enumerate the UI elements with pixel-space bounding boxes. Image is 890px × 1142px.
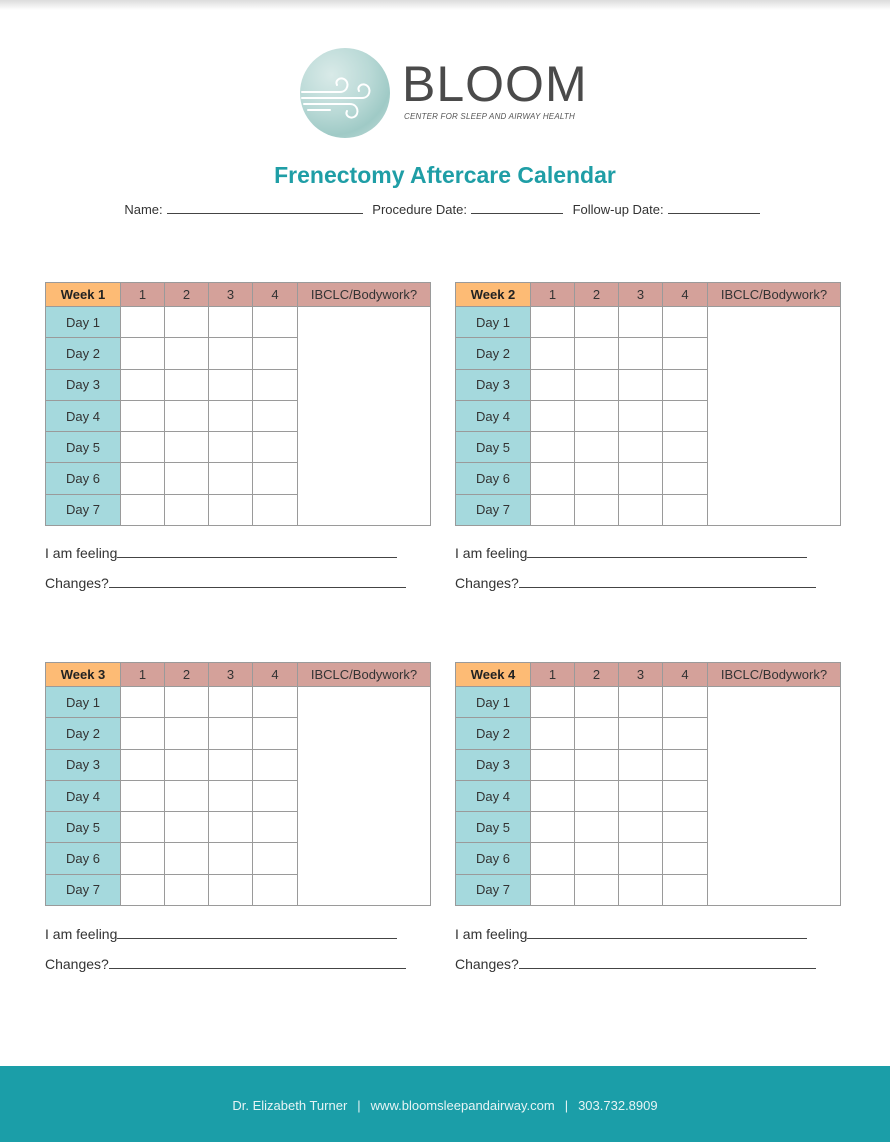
checkbox-cell[interactable] <box>619 494 663 525</box>
checkbox-cell[interactable] <box>253 369 298 400</box>
week-label: Week 3 <box>46 663 121 687</box>
checkbox-cell[interactable] <box>253 307 298 338</box>
checkbox-cell[interactable] <box>165 494 209 525</box>
checkbox-cell[interactable] <box>121 718 165 749</box>
checkbox-cell[interactable] <box>575 463 619 494</box>
checkbox-cell[interactable] <box>663 687 708 718</box>
checkbox-cell[interactable] <box>209 812 253 843</box>
table-row <box>46 687 431 718</box>
day-label: Day 2 <box>46 338 121 369</box>
footer-phone[interactable]: 303.732.8909 <box>578 1098 658 1113</box>
checkbox-cell[interactable] <box>121 687 165 718</box>
footer-doctor: Dr. Elizabeth Turner <box>232 1098 348 1113</box>
checkbox-cell[interactable] <box>165 369 209 400</box>
checkbox-cell[interactable] <box>531 843 575 874</box>
checkbox-cell[interactable] <box>253 494 298 525</box>
checkbox-cell[interactable] <box>121 369 165 400</box>
day-label: Day 5 <box>46 812 121 843</box>
checkbox-cell[interactable] <box>575 400 619 431</box>
day-label: Day 6 <box>456 463 531 494</box>
day-label: Day 7 <box>456 494 531 525</box>
week-label: Week 4 <box>456 663 531 687</box>
column-header-3: 3 <box>619 663 663 687</box>
checkbox-cell[interactable] <box>531 780 575 811</box>
day-label: Day 4 <box>456 780 531 811</box>
checkbox-cell[interactable] <box>253 338 298 369</box>
checkbox-cell[interactable] <box>575 812 619 843</box>
checkbox-cell[interactable] <box>121 843 165 874</box>
week-2-table <box>455 282 841 526</box>
checkbox-cell[interactable] <box>531 812 575 843</box>
checkbox-cell[interactable] <box>575 432 619 463</box>
column-header-4: 4 <box>253 663 298 687</box>
checkbox-cell[interactable] <box>663 338 708 369</box>
checkbox-cell[interactable] <box>253 400 298 431</box>
week-2-notes <box>455 544 816 604</box>
checkbox-cell[interactable] <box>663 874 708 905</box>
day-label: Day 5 <box>456 432 531 463</box>
checkbox-cell[interactable] <box>209 780 253 811</box>
column-header-1: 1 <box>121 663 165 687</box>
checkbox-cell[interactable] <box>663 718 708 749</box>
checkbox-cell[interactable] <box>663 463 708 494</box>
checkbox-cell[interactable] <box>165 718 209 749</box>
checkbox-cell[interactable] <box>619 369 663 400</box>
checkbox-cell[interactable] <box>121 338 165 369</box>
column-header-1: 1 <box>121 283 165 307</box>
feeling-label: I am feeling <box>455 926 528 942</box>
column-header-3: 3 <box>209 283 253 307</box>
feeling-field[interactable] <box>117 925 397 939</box>
checkbox-cell[interactable] <box>209 369 253 400</box>
checkbox-cell[interactable] <box>575 494 619 525</box>
ibclc-bodywork-header: IBCLC/Bodywork? <box>298 663 431 687</box>
column-header-3: 3 <box>619 283 663 307</box>
checkbox-cell[interactable] <box>253 812 298 843</box>
table-row <box>456 687 841 718</box>
checkbox-cell[interactable] <box>575 874 619 905</box>
changes-label: Changes? <box>455 956 519 972</box>
checkbox-cell[interactable] <box>165 843 209 874</box>
checkbox-cell[interactable] <box>619 432 663 463</box>
checkbox-cell[interactable] <box>531 432 575 463</box>
checkbox-cell[interactable] <box>253 687 298 718</box>
checkbox-cell[interactable] <box>165 780 209 811</box>
column-header-4: 4 <box>253 283 298 307</box>
changes-label: Changes? <box>45 575 109 591</box>
ibclc-bodywork-cell[interactable] <box>708 307 841 526</box>
checkbox-cell[interactable] <box>619 812 663 843</box>
checkbox-cell[interactable] <box>619 687 663 718</box>
column-header-2: 2 <box>575 663 619 687</box>
table-row <box>456 307 841 338</box>
changes-field[interactable] <box>109 955 406 969</box>
footer-website-link[interactable]: www.bloomsleepandairway.com <box>370 1098 555 1113</box>
checkbox-cell[interactable] <box>209 400 253 431</box>
checkbox-cell[interactable] <box>209 307 253 338</box>
checkbox-cell[interactable] <box>209 718 253 749</box>
checkbox-cell[interactable] <box>663 400 708 431</box>
changes-label: Changes? <box>455 575 519 591</box>
column-header-2: 2 <box>575 283 619 307</box>
checkbox-cell[interactable] <box>253 718 298 749</box>
footer-contact <box>0 1098 890 1113</box>
column-header-4: 4 <box>663 663 708 687</box>
checkbox-cell[interactable] <box>531 874 575 905</box>
day-label: Day 2 <box>456 338 531 369</box>
checkbox-cell[interactable] <box>619 874 663 905</box>
checkbox-cell[interactable] <box>531 718 575 749</box>
checkbox-cell[interactable] <box>165 749 209 780</box>
feeling-field[interactable] <box>117 544 397 558</box>
checkbox-cell[interactable] <box>663 307 708 338</box>
day-label: Day 3 <box>46 749 121 780</box>
feeling-label: I am feeling <box>45 545 118 561</box>
day-label: Day 1 <box>46 687 121 718</box>
checkbox-cell[interactable] <box>531 494 575 525</box>
checkbox-cell[interactable] <box>663 843 708 874</box>
day-label: Day 3 <box>46 369 121 400</box>
checkbox-cell[interactable] <box>575 687 619 718</box>
checkbox-cell[interactable] <box>209 494 253 525</box>
checkbox-cell[interactable] <box>575 718 619 749</box>
checkbox-cell[interactable] <box>121 432 165 463</box>
week-3-table <box>45 662 431 906</box>
day-label: Day 6 <box>456 843 531 874</box>
checkbox-cell[interactable] <box>253 432 298 463</box>
checkbox-cell[interactable] <box>619 338 663 369</box>
checkbox-cell[interactable] <box>619 718 663 749</box>
checkbox-cell[interactable] <box>121 812 165 843</box>
ibclc-bodywork-cell[interactable] <box>298 687 431 906</box>
brand-tagline: CENTER FOR SLEEP AND AIRWAY HEALTH <box>404 112 575 121</box>
day-label: Day 5 <box>456 812 531 843</box>
day-label: Day 2 <box>456 718 531 749</box>
checkbox-cell[interactable] <box>619 843 663 874</box>
column-header-2: 2 <box>165 663 209 687</box>
column-header-2: 2 <box>165 283 209 307</box>
checkbox-cell[interactable] <box>253 843 298 874</box>
checkbox-cell[interactable] <box>121 874 165 905</box>
checkbox-cell[interactable] <box>121 780 165 811</box>
checkbox-cell[interactable] <box>663 494 708 525</box>
day-label: Day 7 <box>46 874 121 905</box>
day-label: Day 1 <box>456 687 531 718</box>
day-label: Day 7 <box>456 874 531 905</box>
checkbox-cell[interactable] <box>253 749 298 780</box>
checkbox-cell[interactable] <box>575 307 619 338</box>
checkbox-cell[interactable] <box>531 400 575 431</box>
top-shadow <box>0 0 890 10</box>
logo <box>300 48 600 140</box>
changes-field[interactable] <box>109 574 406 588</box>
checkbox-cell[interactable] <box>575 338 619 369</box>
checkbox-cell[interactable] <box>575 369 619 400</box>
checkbox-cell[interactable] <box>121 463 165 494</box>
feeling-field[interactable] <box>527 925 807 939</box>
checkbox-cell[interactable] <box>209 463 253 494</box>
checkbox-cell[interactable] <box>121 400 165 431</box>
checkbox-cell[interactable] <box>253 874 298 905</box>
checkbox-cell[interactable] <box>165 307 209 338</box>
checkbox-cell[interactable] <box>575 749 619 780</box>
week-1-table <box>45 282 431 526</box>
day-label: Day 5 <box>46 432 121 463</box>
checkbox-cell[interactable] <box>165 812 209 843</box>
week-4-notes <box>455 925 816 985</box>
checkbox-cell[interactable] <box>121 494 165 525</box>
checkbox-cell[interactable] <box>165 463 209 494</box>
checkbox-cell[interactable] <box>121 307 165 338</box>
checkbox-cell[interactable] <box>165 874 209 905</box>
checkbox-cell[interactable] <box>165 338 209 369</box>
wind-swirl-icon <box>300 48 390 138</box>
ibclc-bodywork-cell[interactable] <box>298 307 431 526</box>
checkbox-cell[interactable] <box>209 843 253 874</box>
day-label: Day 1 <box>456 307 531 338</box>
week-4-table <box>455 662 841 906</box>
checkbox-cell[interactable] <box>253 463 298 494</box>
table-row <box>46 307 431 338</box>
table-header-row <box>46 283 431 307</box>
checkbox-cell[interactable] <box>531 687 575 718</box>
ibclc-bodywork-header: IBCLC/Bodywork? <box>708 663 841 687</box>
checkbox-cell[interactable] <box>619 749 663 780</box>
checkbox-cell[interactable] <box>663 812 708 843</box>
footer <box>0 1066 890 1142</box>
ibclc-bodywork-header: IBCLC/Bodywork? <box>708 283 841 307</box>
day-label: Day 4 <box>46 780 121 811</box>
day-label: Day 6 <box>46 463 121 494</box>
followup-date-label: Follow-up Date: <box>572 202 664 217</box>
checkbox-cell[interactable] <box>531 307 575 338</box>
footer-separator: | <box>357 1098 361 1113</box>
brand-name: BLOOM <box>402 56 588 112</box>
checkbox-cell[interactable] <box>663 432 708 463</box>
day-label: Day 6 <box>46 843 121 874</box>
table-header-row <box>456 283 841 307</box>
checkbox-cell[interactable] <box>663 369 708 400</box>
feeling-label: I am feeling <box>455 545 528 561</box>
procedure-date-label: Procedure Date: <box>372 202 467 217</box>
day-label: Day 2 <box>46 718 121 749</box>
checkbox-cell[interactable] <box>209 338 253 369</box>
table-header-row <box>46 663 431 687</box>
checkbox-cell[interactable] <box>575 780 619 811</box>
ibclc-bodywork-cell[interactable] <box>708 687 841 906</box>
week-1-notes <box>45 544 406 604</box>
checkbox-cell[interactable] <box>619 463 663 494</box>
week-3-notes <box>45 925 406 985</box>
checkbox-cell[interactable] <box>209 874 253 905</box>
checkbox-cell[interactable] <box>209 432 253 463</box>
checkbox-cell[interactable] <box>663 780 708 811</box>
procedure-date-field[interactable] <box>471 201 563 214</box>
checkbox-cell[interactable] <box>619 307 663 338</box>
checkbox-cell[interactable] <box>663 749 708 780</box>
changes-field[interactable] <box>519 955 816 969</box>
checkbox-cell[interactable] <box>531 749 575 780</box>
checkbox-cell[interactable] <box>209 749 253 780</box>
column-header-3: 3 <box>209 663 253 687</box>
checkbox-cell[interactable] <box>165 687 209 718</box>
ibclc-bodywork-header: IBCLC/Bodywork? <box>298 283 431 307</box>
checkbox-cell[interactable] <box>531 369 575 400</box>
name-label: Name: <box>124 202 163 217</box>
checkbox-cell[interactable] <box>209 687 253 718</box>
checkbox-cell[interactable] <box>531 463 575 494</box>
column-header-1: 1 <box>531 283 575 307</box>
name-field[interactable] <box>167 201 363 214</box>
day-label: Day 1 <box>46 307 121 338</box>
feeling-label: I am feeling <box>45 926 118 942</box>
checkbox-cell[interactable] <box>253 780 298 811</box>
patient-fields <box>0 201 890 217</box>
column-header-1: 1 <box>531 663 575 687</box>
column-header-4: 4 <box>663 283 708 307</box>
checkbox-cell[interactable] <box>619 400 663 431</box>
week-label: Week 1 <box>46 283 121 307</box>
table-header-row <box>456 663 841 687</box>
week-label: Week 2 <box>456 283 531 307</box>
footer-separator: | <box>564 1098 569 1113</box>
page-title: Frenectomy Aftercare Calendar <box>274 162 616 188</box>
checkbox-cell[interactable] <box>531 338 575 369</box>
day-label: Day 3 <box>456 749 531 780</box>
checkbox-cell[interactable] <box>575 843 619 874</box>
day-label: Day 4 <box>46 400 121 431</box>
checkbox-cell[interactable] <box>165 400 209 431</box>
checkbox-cell[interactable] <box>619 780 663 811</box>
changes-field[interactable] <box>519 574 816 588</box>
feeling-field[interactable] <box>527 544 807 558</box>
checkbox-cell[interactable] <box>121 749 165 780</box>
changes-label: Changes? <box>45 956 109 972</box>
day-label: Day 3 <box>456 369 531 400</box>
checkbox-cell[interactable] <box>165 432 209 463</box>
followup-date-field[interactable] <box>668 201 760 214</box>
day-label: Day 4 <box>456 400 531 431</box>
day-label: Day 7 <box>46 494 121 525</box>
